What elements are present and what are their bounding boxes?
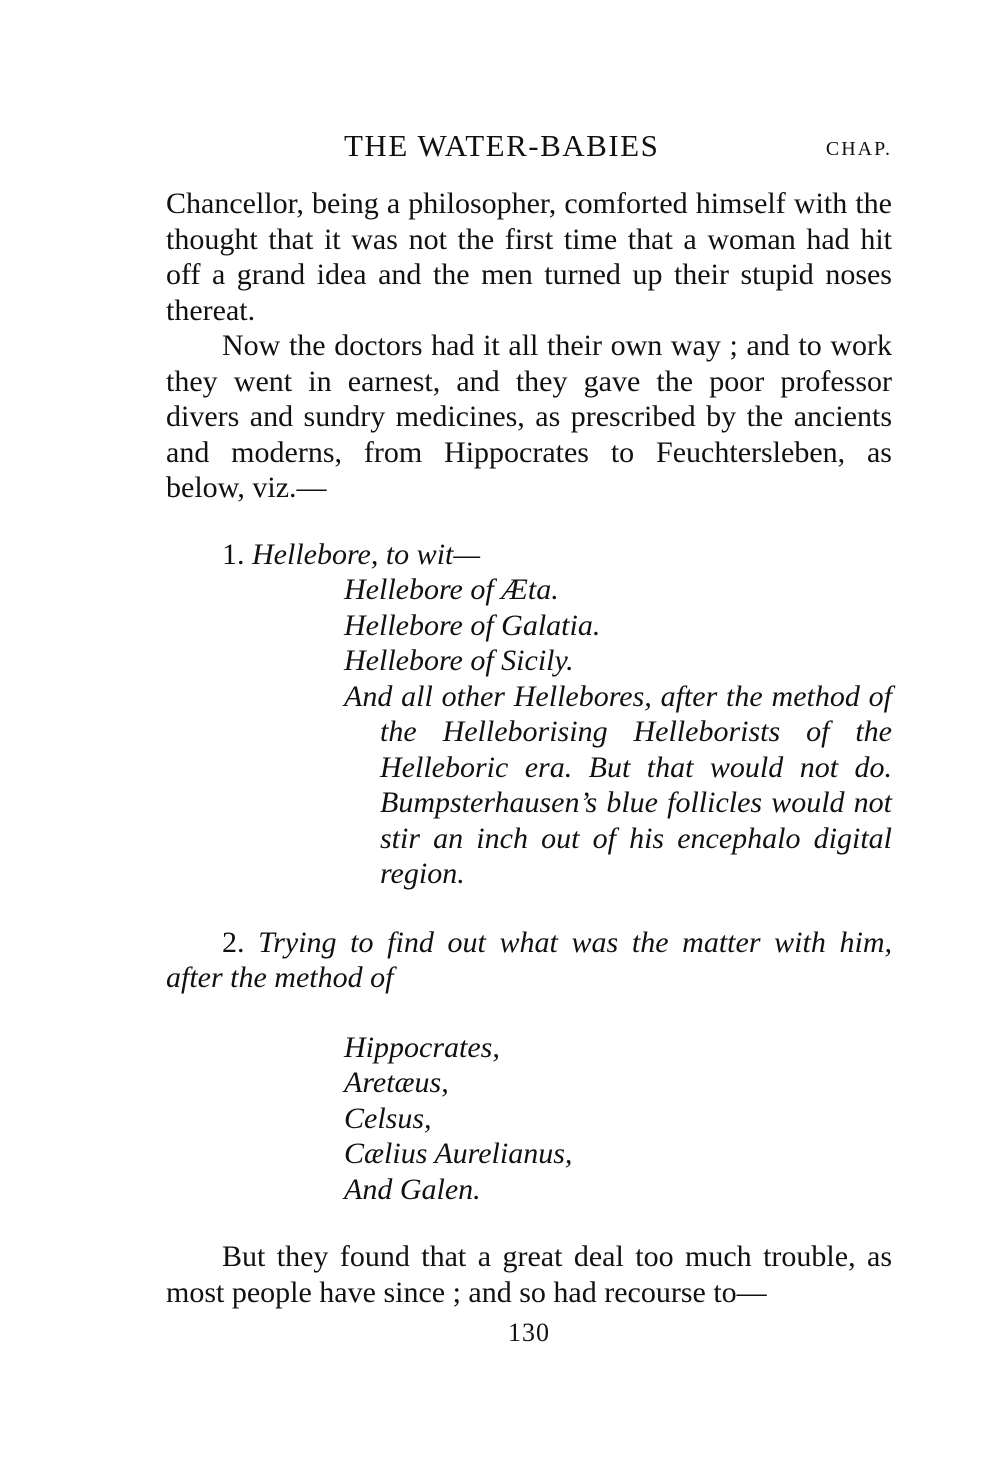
paragraph-doctors: Now the doctors had it all their own way ; and to work they went in earnest, and they gave the poor professor divers and sundry medicines, as prescribed by the ancients and moderns, from Hippocrates to Feuchtersleben, as below, viz.—	[166, 329, 892, 504]
remedy-hellebore	[166, 537, 892, 892]
item-number: 1.	[222, 537, 245, 571]
paragraph-closing: But they found that a great deal too much trouble, as most people have since ; and so had recourse to—	[166, 1240, 892, 1309]
list-item: And Galen.	[344, 1172, 481, 1206]
hellebore-list	[344, 572, 892, 892]
list-item: Hellebore of Galatia.	[344, 608, 601, 642]
body-text	[166, 186, 892, 1310]
list-item: Hippocrates,	[344, 1030, 500, 1064]
list-item: Aretæus,	[344, 1066, 449, 1099]
item-heading-text: Trying to find out what was the matter with him, after the method of	[166, 925, 892, 994]
list-item: And all other Hellebores, after the method of the Helleborising Helleborists of the Helleboric era. But that would not do. Bumpsterhausen’s blue follicles would not stir an inch out of his encephalo digital region.	[344, 679, 892, 890]
running-head	[166, 128, 892, 168]
list-item: Celsus,	[344, 1101, 432, 1135]
remedy-hellebore-heading	[222, 537, 892, 573]
remedy-diagnosis	[166, 925, 892, 996]
list-item: Cælius Aurelianus,	[344, 1137, 573, 1170]
book-title: THE WATER-BABIES	[344, 128, 660, 163]
book-page	[166, 0, 892, 1464]
authorities-list	[344, 1030, 892, 1208]
list-item: Hellebore of Æta.	[344, 573, 559, 606]
list-item: Hellebore of Sicily.	[344, 644, 574, 677]
page-number: 130	[508, 1318, 550, 1347]
item-heading-text: Hellebore, to wit—	[252, 537, 481, 571]
paragraph-chancellor: Chancellor, being a philosopher, comforted himself with the thought that it was not the first time that a woman had hit off a grand idea and the men turned up their stupid noses thereat.	[166, 187, 892, 327]
item-number: 2.	[222, 925, 245, 959]
chapter-label: CHAP.	[825, 138, 892, 160]
